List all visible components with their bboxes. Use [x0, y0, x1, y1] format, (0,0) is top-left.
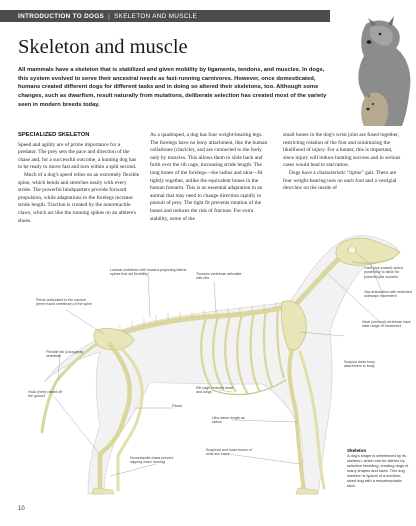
callout-claws: Nonretractile claws prevent slipping when running [130, 456, 174, 465]
callout-hock: Hock (heel) raised off the ground [28, 390, 63, 399]
callout-tail-vertebrae: Flexible tail (coccygeal) vertebrae [46, 350, 84, 359]
callout-pelvis: Pelvis articulated to the sacrum (three fused vertebrae) of the spine [36, 298, 93, 307]
col3-paragraph-2: Dogs have a characteristic "tiptoe" gait. There are four weight-bearing toes on each foot and a vestigial dewclaw on the inside of [283, 169, 397, 192]
callout-scaphoid-lunar: Scaphoid and lunar bones of wrist are fused [206, 448, 252, 457]
callout-scapula: Scapula lacks bony attachment to body [344, 360, 375, 369]
page-number: 10 [18, 506, 25, 512]
callout-thoracic-vertebrae: Thoracic vertebrae articulate with ribs [196, 272, 242, 281]
callout-fibula: Fibula [172, 404, 182, 408]
callout-orbit: Orbit (eye socket) opens posteriorly to allow for powerful jaw muscles [364, 266, 404, 279]
callout-lumbar-vertebrae: Lumbar vertebrae with forward-projecting lateral spines that aid flexibility [110, 268, 187, 277]
col1-paragraph-1: Speed and agility are of prime importance for a predator. The prey sets the pace and direction of the chase and, for a successful outcome, a hunting dog has to be ready to move fast and turn within a split second. [18, 141, 137, 171]
callout-ulna: Ulna same length as radius [212, 416, 245, 425]
callout-jaw-articulation: Jaw articulation with restricted sideways movement [364, 290, 412, 299]
text-column-2 [150, 132, 272, 223]
header-separator: | [108, 12, 111, 20]
specialized-skeleton-subhead: SPECIALIZED SKELETON [18, 132, 90, 138]
chapter-label: INTRODUCTION TO DOGS [18, 12, 105, 20]
callout-neck-vertebrae: Neck (cervical) vertebrae have wide range of movement [362, 320, 411, 329]
page-title: Skeleton and muscle [18, 36, 188, 58]
intro-paragraph: All mammals have a skeleton that is stabilized and given mobility by ligaments, tendons, and muscles. In dogs, this system evolved to serve their ancestral needs as fast-running carnivores. However, once domesticated, humans created different dogs for different tasks and in doing so altered their skeletons, too. Although some changes, such as dwarfism, result naturally from mutations, deliberate selection has created most of the variety seen in modern breeds today. [18, 67, 327, 108]
callout-rib-cage: Rib cage protects heart and lungs [196, 386, 234, 395]
text-column-3 [283, 132, 401, 193]
caption-text: A dog's shape is determined by its skeleton, which can be altered by selective breeding, creating dogs of many shapes and sizes. This dog skeleton is typical of a medium-sized dog with a mesaticephalic skull. [347, 453, 409, 488]
skull [336, 238, 400, 265]
col3-paragraph-1: small bones in the dog's wrist joint are fused together, restricting rotation of the foot and minimizing the likelihood of injury. For a hunter, this is important, since injury will reduce hunting success and in serious cases would lead to starvation. [283, 132, 401, 169]
skeleton-caption [347, 448, 409, 488]
section-label: SKELETON AND MUSCLE [114, 12, 198, 20]
col2-paragraph-1: As a quadruped, a dog has four weight-bearing legs. The forelegs have no bony attachment, like the human collarbone (clavicle), and are connected to the body only by muscles. This allows them to slide back and forth over the rib cage, increasing stride length. The long bones of the forelegs—the radius and ulna—fit tightly together, unlike the equivalent bones in the human forearm. This is an essential adaptation in an animal that may need to change direction rapidly in pursuit of prey. The tight fit prevents rotation of the bones and reduces the risk of fracture. For extra stability, some of the [150, 132, 268, 222]
text-column-1 [18, 132, 140, 225]
wolfhound-photo [336, 12, 416, 128]
chapter-header-bar [0, 10, 330, 22]
col1-paragraph-2: Much of a dog's speed relies on an extremely flexible spine, which bends and stretches easily with every stride. The powerful hindquarters provide forward propulsion, while adaptations to the forelegs increase stride length. Traction is created by the nonretractile claws, which act like the running spikes on an athlete's shoes. [18, 171, 140, 224]
caption-title: Skeleton [347, 448, 367, 453]
